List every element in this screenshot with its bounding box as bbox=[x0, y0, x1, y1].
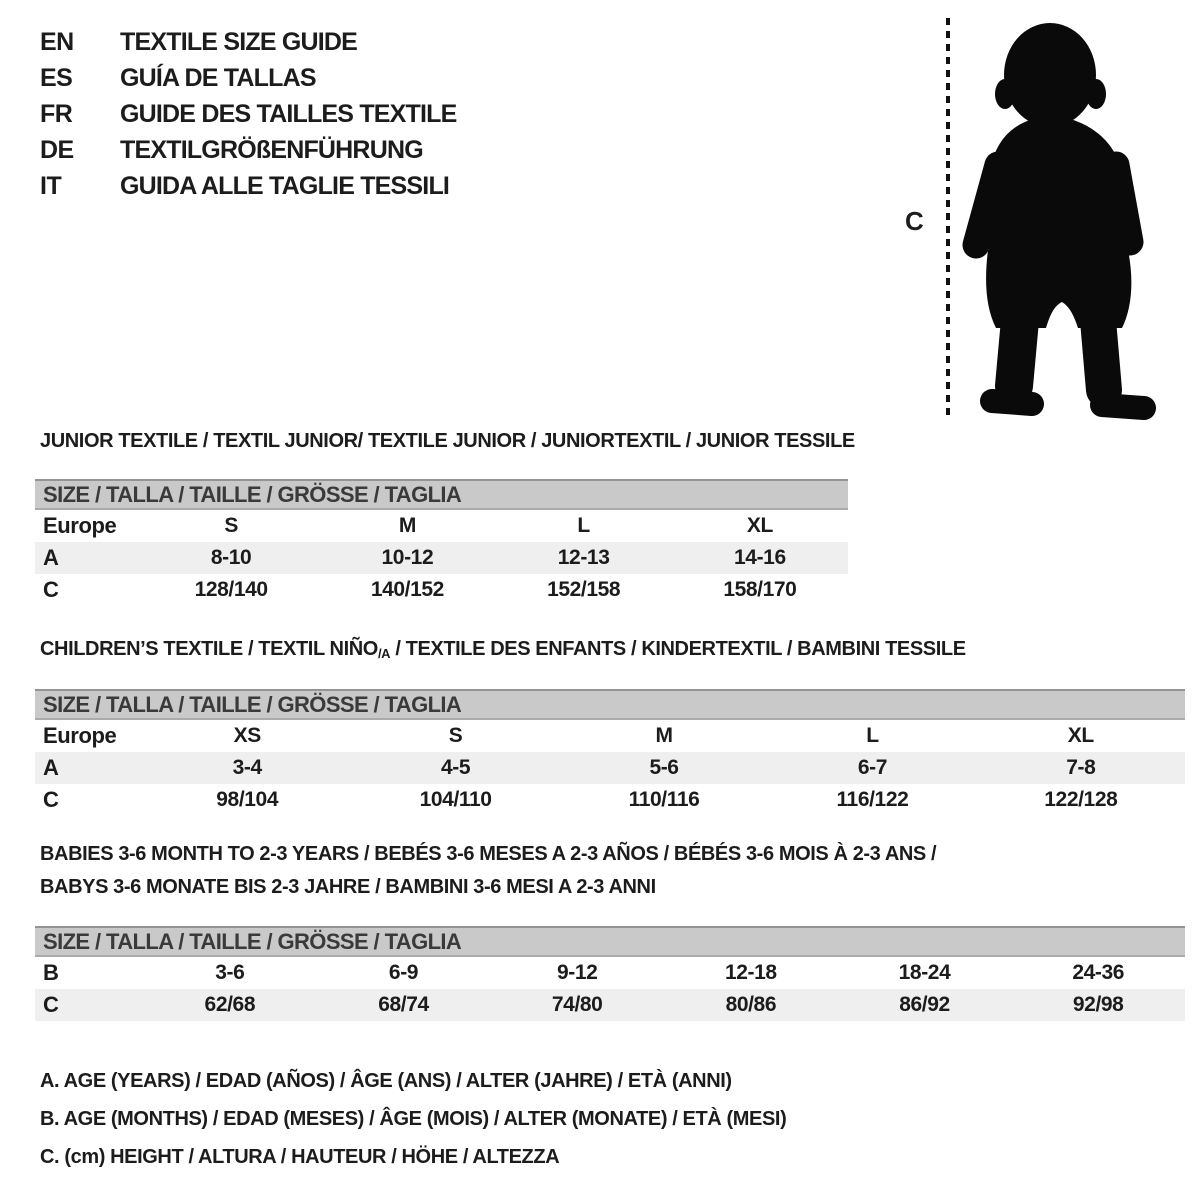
value-cell: 9-12 bbox=[556, 961, 598, 984]
table-row-sizes bbox=[35, 720, 1185, 752]
legend-line-a: A. AGE (YEARS) / EDAD (AÑOS) / ÂGE (ANS) / ALTER (JAHRE) / ETÀ (ANNI) bbox=[40, 1070, 732, 1092]
value-cell: 62/68 bbox=[204, 993, 256, 1016]
value-cell: 116/122 bbox=[836, 788, 909, 811]
baby-silhouette-icon bbox=[962, 20, 1162, 420]
children-title-sub: /A bbox=[377, 646, 391, 661]
value-cell: 98/104 bbox=[216, 788, 279, 811]
row-label-cell: C bbox=[43, 787, 59, 812]
language-header-block bbox=[40, 24, 457, 204]
value-cell: 3-4 bbox=[232, 756, 262, 779]
table-row-height bbox=[35, 574, 848, 606]
lang-title: GUÍA DE TALLAS bbox=[120, 63, 316, 92]
value-cell: 12-13 bbox=[557, 546, 610, 569]
value-cell: 158/170 bbox=[723, 578, 797, 601]
value-cell: 152/158 bbox=[547, 578, 621, 601]
children-title-part1: CHILDREN’S TEXTILE / TEXTIL NIÑO bbox=[40, 638, 378, 660]
lang-row-es bbox=[40, 60, 457, 96]
size-cell: S bbox=[448, 724, 463, 747]
value-cell: 4-5 bbox=[441, 756, 471, 779]
children-title-part2: / TEXTILE DES ENFANTS / KINDERTEXTIL / BAMBINI TESSILE bbox=[390, 638, 966, 660]
value-cell: 7-8 bbox=[1066, 756, 1096, 779]
value-cell: 86/92 bbox=[899, 993, 950, 1016]
height-measure-dashed-line bbox=[946, 18, 950, 416]
legend-line-b: B. AGE (MONTHS) / EDAD (MESES) / ÂGE (MOIS) / ALTER (MONATE) / ETÀ (MESI) bbox=[40, 1108, 787, 1130]
legend-block bbox=[40, 1062, 786, 1176]
value-cell: 92/98 bbox=[1072, 993, 1124, 1016]
size-cell: XS bbox=[233, 724, 261, 747]
value-cell: 18-24 bbox=[898, 961, 951, 984]
value-cell: 80/86 bbox=[725, 993, 777, 1016]
size-header-bar: SIZE / TALLA / TAILLE / GRÖSSE / TAGLIA bbox=[35, 689, 1185, 720]
lang-title: TEXTILE SIZE GUIDE bbox=[120, 27, 358, 56]
value-cell: 8-10 bbox=[210, 546, 252, 569]
children-size-table bbox=[35, 689, 1185, 816]
value-cell: 6-7 bbox=[857, 756, 887, 779]
value-cell: 74/80 bbox=[551, 993, 603, 1016]
size-cell: M bbox=[655, 724, 673, 747]
value-cell: 140/152 bbox=[370, 578, 444, 601]
table-row-age bbox=[35, 752, 1185, 784]
lang-row-de bbox=[40, 132, 457, 168]
lang-row-fr bbox=[40, 96, 457, 132]
junior-size-table bbox=[35, 479, 848, 606]
row-label-cell: A bbox=[43, 755, 59, 780]
value-cell: 122/128 bbox=[1044, 788, 1118, 811]
region-label-cell: Europe bbox=[43, 513, 117, 538]
table-row-sizes bbox=[35, 510, 848, 542]
size-cell: L bbox=[577, 514, 590, 537]
value-cell: 6-9 bbox=[388, 961, 419, 984]
value-cell: 3-6 bbox=[215, 961, 245, 984]
lang-code: DE bbox=[40, 135, 74, 164]
children-section-title bbox=[40, 638, 966, 661]
size-cell: S bbox=[224, 514, 238, 537]
size-cell: XL bbox=[1067, 724, 1094, 747]
value-cell: 5-6 bbox=[649, 756, 679, 779]
lang-code: IT bbox=[40, 171, 62, 200]
value-cell: 104/110 bbox=[419, 788, 492, 811]
row-label-cell: B bbox=[43, 960, 59, 985]
size-header-bar: SIZE / TALLA / TAILLE / GRÖSSE / TAGLIA bbox=[35, 479, 848, 510]
value-cell: 128/140 bbox=[194, 578, 268, 601]
size-cell: M bbox=[398, 514, 416, 537]
size-cell: L bbox=[866, 724, 879, 747]
row-label-cell: A bbox=[43, 545, 59, 570]
height-measure-label: C bbox=[905, 206, 924, 236]
size-cell: XL bbox=[746, 514, 773, 537]
table-row-height bbox=[35, 989, 1185, 1021]
value-cell: 110/116 bbox=[628, 788, 700, 811]
row-label-cell: C bbox=[43, 992, 59, 1017]
lang-code: FR bbox=[40, 99, 73, 128]
lang-row-it bbox=[40, 168, 457, 204]
value-cell: 68/74 bbox=[378, 993, 429, 1016]
babies-size-table bbox=[35, 926, 1185, 1021]
lang-row-en bbox=[40, 24, 457, 60]
table-row-height bbox=[35, 784, 1185, 816]
size-header-bar: SIZE / TALLA / TAILLE / GRÖSSE / TAGLIA bbox=[35, 926, 1185, 957]
babies-section-title-line1: BABIES 3-6 MONTH TO 2-3 YEARS / BEBÉS 3-6 MESES A 2-3 AÑOS / BÉBÉS 3-6 MOIS À 2-3 ANS / bbox=[40, 843, 937, 865]
region-label-cell: Europe bbox=[43, 723, 117, 748]
lang-title: TEXTILGRÖßENFÜHRUNG bbox=[120, 135, 423, 164]
row-label-cell: C bbox=[43, 577, 59, 602]
babies-section-title-line2: BABYS 3-6 MONATE BIS 2-3 JAHRE / BAMBINI 3-6 MESI A 2-3 ANNI bbox=[40, 876, 656, 898]
table-row-age bbox=[35, 542, 848, 574]
lang-code: ES bbox=[40, 63, 73, 92]
lang-title: GUIDE DES TAILLES TEXTILE bbox=[120, 99, 457, 128]
lang-title: GUIDA ALLE TAGLIE TESSILI bbox=[120, 171, 450, 200]
junior-section-title: JUNIOR TEXTILE / TEXTIL JUNIOR/ TEXTILE JUNIOR / JUNIORTEXTIL / JUNIOR TESSILE bbox=[40, 430, 855, 452]
lang-code: EN bbox=[40, 27, 74, 56]
legend-line-c: C. (cm) HEIGHT / ALTURA / HAUTEUR / HÖHE / ALTEZZA bbox=[40, 1146, 560, 1168]
table-row-months bbox=[35, 957, 1185, 989]
value-cell: 10-12 bbox=[381, 546, 434, 569]
value-cell: 12-18 bbox=[724, 961, 777, 984]
value-cell: 24-36 bbox=[1072, 961, 1125, 984]
value-cell: 14-16 bbox=[734, 546, 786, 569]
